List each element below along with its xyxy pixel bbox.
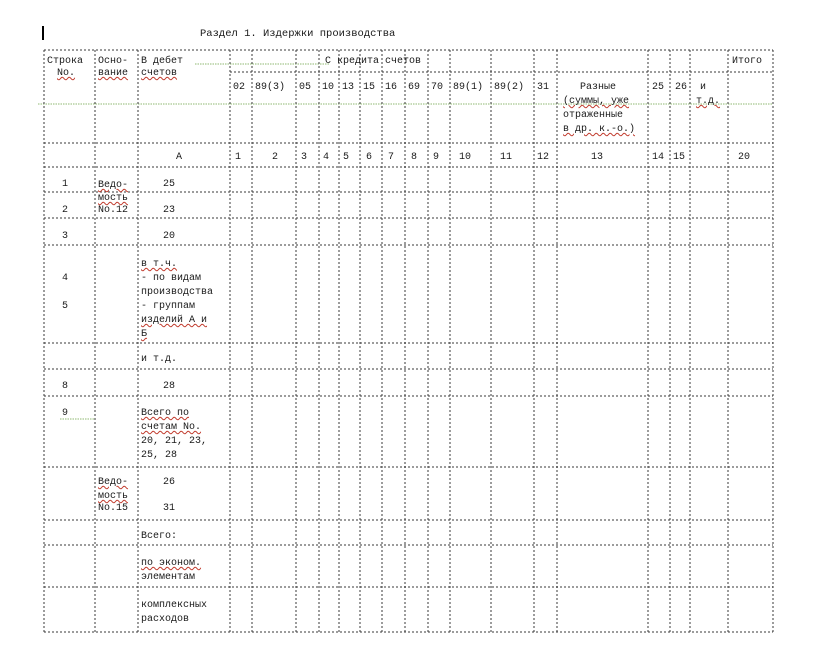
account-89-2: 89(2) xyxy=(494,82,525,93)
header-total: Итого xyxy=(732,56,763,67)
various-3: отраженные xyxy=(563,110,624,121)
r45-line-5: изделий А и xyxy=(141,315,208,326)
colnum-10: 10 xyxy=(459,152,472,163)
r45-line-1: в т.ч. xyxy=(141,259,178,270)
row-debit-20: 20 xyxy=(163,231,176,242)
r9-line-4: 25, 28 xyxy=(141,450,178,461)
r9-line-3: 20, 21, 23, xyxy=(141,436,208,447)
row-num-4: 4 xyxy=(62,273,69,284)
colnum-14: 14 xyxy=(652,152,665,163)
colnum-9: 9 xyxy=(433,152,440,163)
row-debit-31: 31 xyxy=(163,503,176,514)
r45-line-4: - группам xyxy=(141,301,196,312)
account-89-3: 89(3) xyxy=(255,82,286,93)
header-credit: С кредита счетов xyxy=(325,56,422,67)
account-70: 70 xyxy=(431,82,444,93)
row-debit-23: 23 xyxy=(163,205,176,216)
colnum-8: 8 xyxy=(411,152,418,163)
econ-line-2: элементам xyxy=(141,572,196,583)
account-15: 15 xyxy=(363,82,376,93)
account-25: 25 xyxy=(652,82,665,93)
row-total: Всего: xyxy=(141,531,178,542)
colnum-5: 5 xyxy=(343,152,350,163)
colnum-7: 7 xyxy=(388,152,395,163)
colnum-12: 12 xyxy=(537,152,550,163)
colnum-2: 2 xyxy=(272,152,279,163)
account-etc-2: т.д. xyxy=(696,96,721,107)
account-69: 69 xyxy=(408,82,421,93)
colnum-4: 4 xyxy=(323,152,330,163)
header-debit-1: В дебет xyxy=(141,56,184,67)
header-row-label: Строка xyxy=(47,56,84,67)
account-etc-1: и xyxy=(700,82,707,93)
complex-line-1: комплексных xyxy=(141,600,208,611)
complex-line-2: расходов xyxy=(141,614,190,625)
header-basis-1: Осно- xyxy=(98,56,129,67)
r45-line-2: - по видам xyxy=(141,273,202,284)
row-debit-25: 25 xyxy=(163,179,176,190)
header-row-no: No. xyxy=(57,68,76,79)
account-05: 05 xyxy=(299,82,312,93)
r9-line-2: счетам No. xyxy=(141,422,202,433)
account-10: 10 xyxy=(322,82,335,93)
row-etc: и т.д. xyxy=(141,354,178,365)
colnum-6: 6 xyxy=(366,152,373,163)
basis12-1: Ведо- xyxy=(98,180,129,191)
colnum-11: 11 xyxy=(500,152,513,163)
account-16: 16 xyxy=(385,82,398,93)
row-num-1: 1 xyxy=(62,179,69,190)
various-1: Разные xyxy=(580,82,617,93)
row-num-5: 5 xyxy=(62,301,69,312)
account-13: 13 xyxy=(342,82,355,93)
various-4: в др. к.-о.) xyxy=(563,124,636,135)
various-2: (суммы, уже xyxy=(563,96,630,107)
colnum-15: 15 xyxy=(673,152,686,163)
colnum-20: 20 xyxy=(738,152,751,163)
basis15-2: мость xyxy=(98,491,129,502)
section-title: Раздел 1. Издержки производства xyxy=(200,28,396,40)
colnum-3: 3 xyxy=(301,152,308,163)
row-debit-28: 28 xyxy=(163,381,176,392)
colnum-1: 1 xyxy=(235,152,242,163)
account-02: 02 xyxy=(233,82,246,93)
account-26: 26 xyxy=(675,82,688,93)
row-num-8: 8 xyxy=(62,381,69,392)
row-num-2: 2 xyxy=(62,205,69,216)
header-basis-2: вание xyxy=(98,68,129,79)
basis12-3: No.12 xyxy=(98,205,129,216)
basis12-2: мость xyxy=(98,193,129,204)
row-debit-26: 26 xyxy=(163,477,176,488)
account-89-1: 89(1) xyxy=(453,82,484,93)
colnum-13: 13 xyxy=(591,152,604,163)
basis15-1: Ведо- xyxy=(98,477,129,488)
row-num-9: 9 xyxy=(62,408,69,419)
account-31: 31 xyxy=(537,82,550,93)
colnum-a: А xyxy=(176,152,183,163)
r45-line-3: производства xyxy=(141,287,214,298)
header-debit-2: счетов xyxy=(141,68,178,79)
basis15-3: No.15 xyxy=(98,503,129,514)
row-num-3: 3 xyxy=(62,231,69,242)
r45-line-6: Б xyxy=(141,329,148,340)
r9-line-1: Всего по xyxy=(141,408,190,419)
econ-line-1: по эконом. xyxy=(141,558,202,569)
